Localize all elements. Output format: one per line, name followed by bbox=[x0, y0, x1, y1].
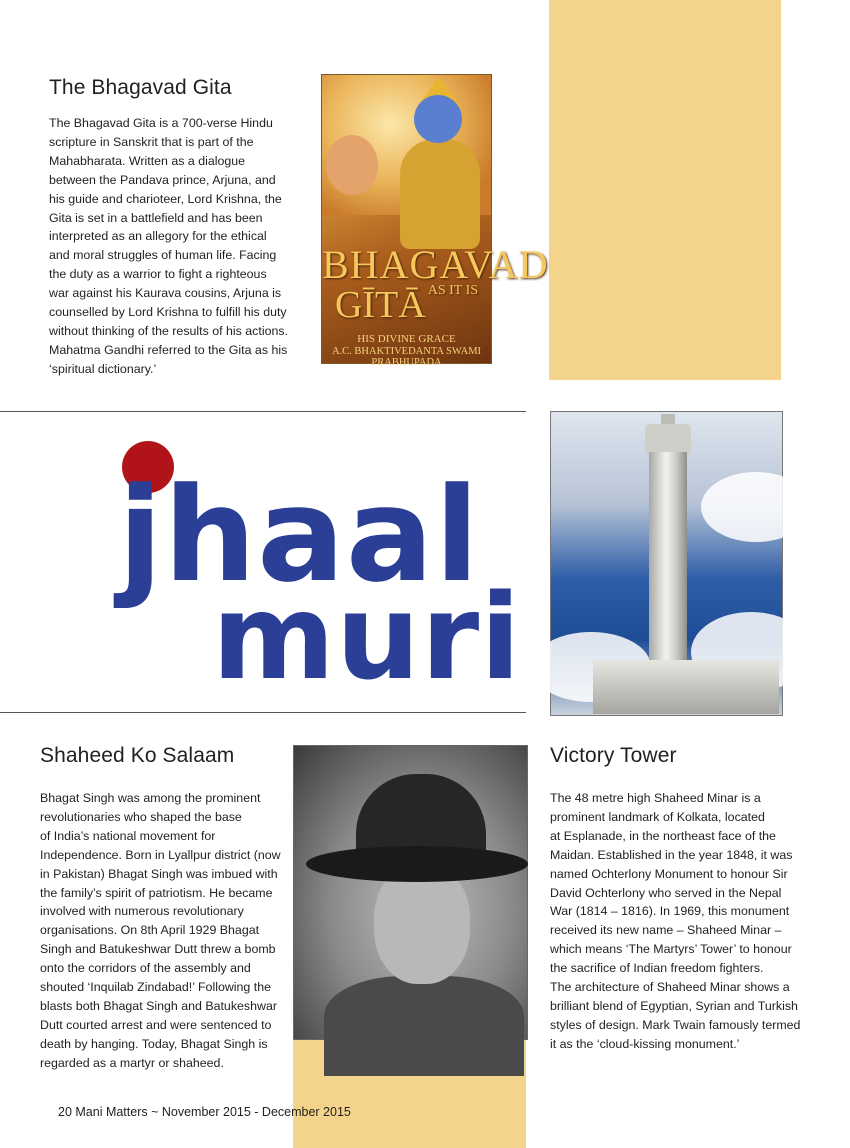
tower-cap bbox=[645, 424, 691, 454]
page-footer: 20 Mani Matters ~ November 2015 - December 2015 bbox=[58, 1105, 351, 1119]
cover-title-suffix: AS IT IS bbox=[427, 283, 479, 298]
gita-heading: The Bhagavad Gita bbox=[49, 76, 232, 99]
cover-author-line2: A.C. BHAKTIVEDANTA SWAMI PRABHUPADA bbox=[331, 346, 482, 368]
photo-hat-brim bbox=[306, 846, 528, 882]
cover-arjuna-figure bbox=[326, 135, 378, 195]
cover-author-line1: HIS DIVINE GRACE bbox=[357, 333, 456, 345]
shaheed-heading: Shaheed Ko Salaam bbox=[40, 744, 235, 767]
top-right-accent-band bbox=[549, 0, 781, 380]
tower-heading: Victory Tower bbox=[550, 744, 677, 767]
bhagat-singh-photo bbox=[293, 745, 528, 1040]
cloud-shape bbox=[701, 472, 811, 542]
photo-collar bbox=[324, 976, 524, 1076]
cover-title-gita: GĪTĀ bbox=[334, 284, 426, 326]
gita-body: The Bhagavad Gita is a 700-verse Hindu scripture in Sanskrit that is part of the Mahabharata. Written as a dialogue between the Pandava prince, Arjuna, and his guide and charioteer, Lord Krishna, the Gita is set in a battlefield and has been interpreted as an allegory for the ethical and moral struggles of human life. Facing the duty as a warrior to fight a righteous war against his Kaurava cousins, Arjuna is counselled by Lord Krishna to fulfill his duty without thinking of the results of his actions. Mahatma Gandhi referred to the Gita as his ‘spiritual dictionary.’ bbox=[49, 116, 288, 376]
logo-word-muri: muri bbox=[212, 568, 522, 706]
tower-shaft bbox=[649, 452, 687, 662]
gita-book-cover-image bbox=[321, 74, 549, 368]
lower-divider bbox=[0, 712, 526, 713]
photo-face bbox=[374, 864, 470, 984]
cover-krishna-head bbox=[414, 95, 462, 143]
cover-title-line2 bbox=[322, 283, 491, 327]
logo-word-jhaal: jhaal bbox=[118, 459, 481, 611]
shaheed-minar-photo bbox=[550, 411, 783, 716]
tower-base bbox=[593, 660, 779, 714]
cover-title-line1: BHAGAVAD bbox=[322, 242, 549, 287]
cover-krishna-body bbox=[400, 139, 480, 249]
upper-divider bbox=[0, 411, 526, 412]
tower-body: The 48 metre high Shaheed Minar is a prominent landmark of Kolkata, located at Esplanade, in the northeast face of the Maidan. Established in the year 1848, it was named Ochterlony Monument to honour Sir David Ochterlony who served in the Nepal War (1814 – 1816). In 1969, this monument received its new name – Shaheed Minar – which means ‘The Martyrs’ Tower’ to honour the sacrifice of Indian freedom fighters. The architecture of Shaheed Minar shows a brilliant blend of Egyptian, Syrian and Turkish styles of design. Mark Twain famously termed it as the ‘cloud-kissing monument.’ bbox=[550, 791, 801, 1051]
shaheed-body: Bhagat Singh was among the prominent revolutionaries who shaped the base of India’s national movement for Independence. Born in Lyallpur district (now in Pakistan) Bhagat Singh was imbued with the family’s spirit of patriotism. He became involved with numerous revolutionary organisations. On 8th April 1929 Bhagat Singh and Batukeshwar Dutt threw a bomb onto the corridors of the assembly and shouted ‘Inquilab Zindabad!’ Following the blasts both Bhagat Singh and Batukeshwar Dutt courted arrest and were sentenced to death by hanging. Today, Bhagat Singh is regarded as a martyr or shaheed. bbox=[40, 791, 281, 1070]
